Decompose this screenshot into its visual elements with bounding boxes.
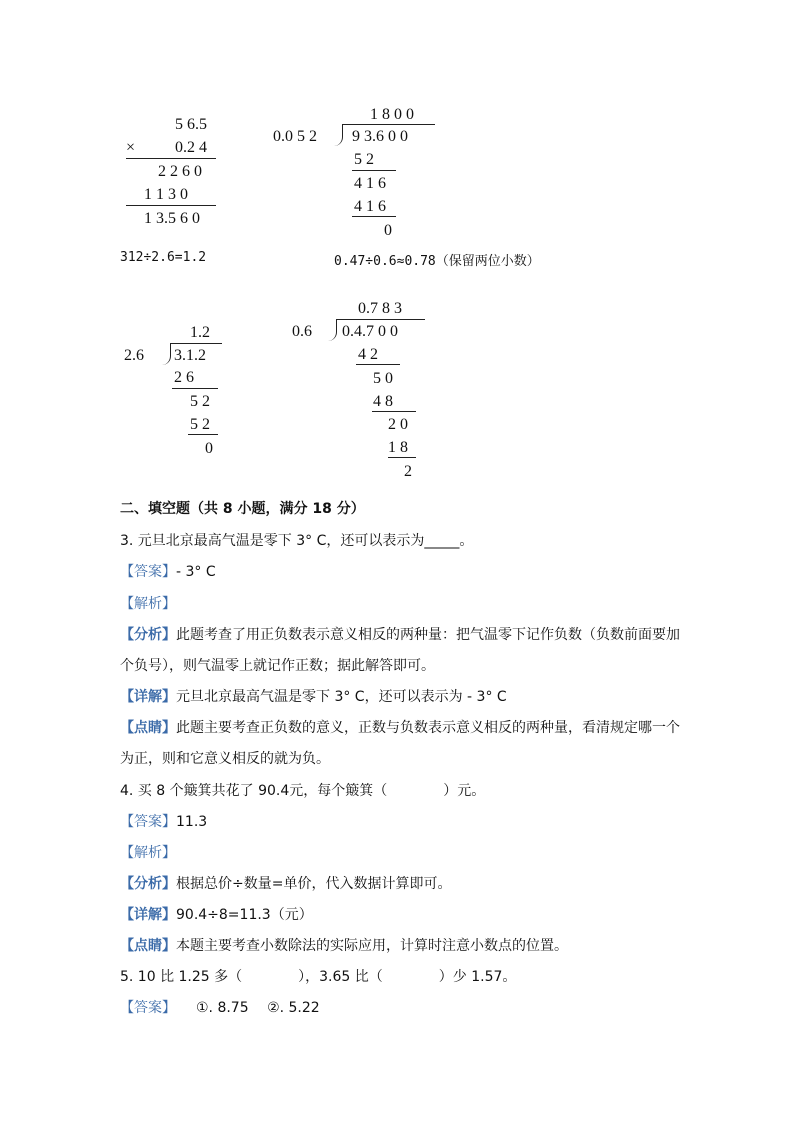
div1-dividend: 9 3.6 0 0 [352,128,408,145]
div3-step-3: 4 8 [373,393,393,410]
dianjing-tag: 【点睛】 [120,938,176,954]
div2-quotient: 1.2 [190,324,210,341]
equation-2: 0.47÷0.6≈0.78（保留两位小数） [334,254,540,269]
mult-row-3: 2 2 6 0 [158,163,202,180]
q4-detail-row [120,904,313,924]
div1-top-line [342,124,435,125]
div3-step-2: 5 0 [373,370,393,387]
div2-top-line [170,343,222,344]
mult-row-1: 5 6.5 [175,116,207,133]
div3-step-4: 2 0 [388,416,408,433]
div2-bracket [162,343,171,365]
mult-row-2: 0.2 4 [175,139,207,156]
div1-bracket [334,124,343,146]
div1-line-2 [352,216,396,217]
q4-dianjing-row [120,935,568,955]
q4-fenxi-row [120,873,451,893]
q3-fenxi-line-2: 个负号），则气温零上就记作正数；据此解答即可。 [120,658,435,674]
div3-step-1: 4 2 [358,346,378,363]
answer-tag: 【答案】 [120,814,176,830]
answer-tag: 【答案】 [120,564,176,580]
q3-answer: - 3° C [176,564,216,580]
div3-step-5: 1 8 [388,439,408,456]
q3-analysis-tag: 【解析】 [120,596,176,612]
q3-dianjing-row [120,717,680,737]
div1-step-2: 4 1 6 [354,175,386,192]
fenxi-tag: 【分析】 [120,876,176,892]
div2-step-1: 2 6 [174,369,194,386]
mult-row-4: 1 1 3 0 [144,186,188,203]
div1-quotient: 1 8 0 0 [370,106,414,123]
div2-dividend: 3.1.2 [174,347,206,364]
q4-answer-row [120,811,207,831]
times-sign: × [126,139,136,156]
div1-step-4: 0 [384,222,392,239]
q3-detail: 元旦北京最高气温是零下 3° C，还可以表示为 - 3° C [176,689,507,705]
mult-line-2 [126,205,216,206]
div2-line-1 [172,388,218,389]
div3-line-1 [356,364,400,365]
div3-quotient: 0.7 8 3 [358,300,402,317]
q3-dianjing-line-2: 为正，则和它意义相反的就为负。 [120,751,330,767]
div3-line-2 [372,411,416,412]
div2-step-4: 0 [205,440,213,457]
q3-fenxi-line-1: 此题考查了用正负数表示意义相反的两种量：把气温零下记作负数（负数前面要加 [176,627,680,643]
div2-step-2: 5 2 [190,393,210,410]
q3-detail-row [120,686,507,706]
div3-divisor: 0.6 [292,323,312,340]
div1-divisor: 0.0 5 2 [273,128,317,145]
div2-line-2 [188,434,218,435]
div3-step-6: 2 [404,463,412,480]
section-title: 二、填空题（共 8 小题，满分 18 分） [120,501,365,517]
equation-1: 312÷2.6=1.2 [120,250,207,265]
div1-line-1 [352,170,396,171]
answer-tag: 【答案】 [120,1000,176,1016]
q5-answer: ①. 8.75 ②. 5.22 [196,1000,320,1016]
q4-detail: 90.4÷8=11.3（元） [176,907,313,923]
q4-question: 4. 买 8 个簸箕共花了 90.4元，每个簸箕（ ）元。 [120,783,486,799]
div3-top-line [336,319,425,320]
mult-row-5: 1 3.5 6 0 [144,210,200,227]
div2-divisor: 2.6 [124,347,144,364]
detail-tag: 【详解】 [120,907,176,923]
q5-answer-row [120,997,320,1017]
div1-step-1: 5 2 [354,151,374,168]
fenxi-tag: 【分析】 [120,627,176,643]
detail-tag: 【详解】 [120,689,176,705]
q4-fenxi: 根据总价÷数量=单价，代入数据计算即可。 [176,876,452,892]
mult-line-1 [126,158,216,159]
div1-step-3: 4 1 6 [354,198,386,215]
q3-answer-row [120,561,216,581]
q3-dianjing-line-1: 此题主要考查正负数的意义，正数与负数表示意义相反的两种量，看清规定哪一个 [176,720,680,736]
div2-step-3: 5 2 [190,416,210,433]
q4-answer: 11.3 [176,814,208,830]
div3-bracket [328,319,337,341]
q3-fenxi-row [120,624,680,644]
div3-dividend: 0.4.7 0 0 [342,323,398,340]
dianjing-tag: 【点睛】 [120,720,176,736]
q4-analysis-tag: 【解析】 [120,845,176,861]
q4-dianjing: 本题主要考查小数除法的实际应用，计算时注意小数点的位置。 [176,938,568,954]
div3-line-3 [388,457,416,458]
q5-question: 5. 10 比 1.25 多（ ），3.65 比（ ）少 1.57。 [120,969,517,985]
q3-question: 3. 元旦北京最高气温是零下 3° C，还可以表示为_____。 [120,533,474,549]
